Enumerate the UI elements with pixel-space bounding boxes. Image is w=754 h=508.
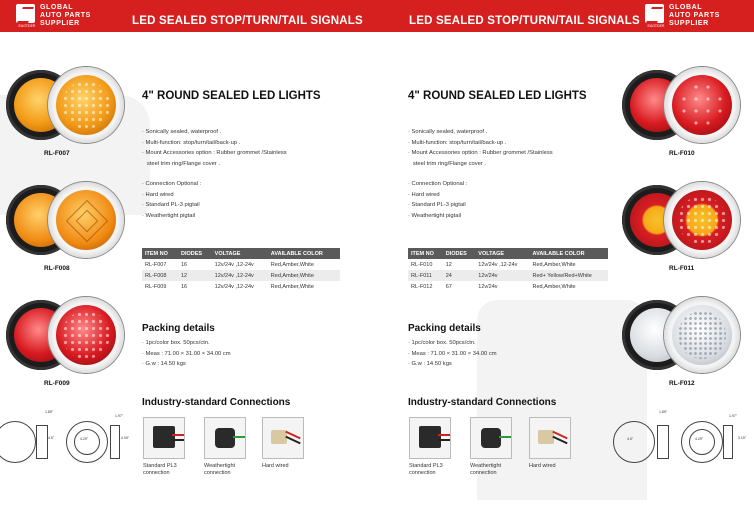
packing-item: · Meas : 71.00 × 31.00 × 34.00 cm (408, 350, 497, 357)
dim-label: 1.97" (729, 414, 738, 418)
brand-name: GLOBAL AUTO PARTS SUPPLIER (40, 4, 91, 27)
feature-list (408, 127, 553, 169)
feature-item: · Sonically sealed, waterproof . (142, 129, 222, 135)
packing-item: · Meas : 71.00 × 31.00 × 34.00 cm (142, 350, 231, 357)
dim-label: 1.89" (659, 410, 668, 414)
feature-item: · Mount Accessories option : Rubber grommet /Stainless (142, 150, 287, 156)
dim-label: 1.97" (115, 414, 124, 418)
brand-logo-icon (645, 4, 664, 23)
dim-label: 4.29" (695, 437, 704, 441)
lamp-rl-f007 (6, 67, 126, 147)
lamp-rl-f010 (622, 67, 747, 147)
conn-caption: Weathertight connection (204, 463, 236, 476)
lamp-rl-f011 (622, 182, 747, 262)
col-item-no: ITEM NO (408, 248, 443, 259)
brand-logo-icon (16, 4, 35, 23)
ring-inner-drawing (74, 429, 100, 455)
col-color: AVAILABLE COLOR (530, 248, 609, 259)
section-title: 4" ROUND SEALED LED LIGHTS (142, 90, 321, 102)
feature-item: · Multi-function: stop/turn/tail/back-up . (408, 139, 507, 146)
ring-side-drawing (723, 425, 733, 459)
packing-item: · 1pc/color box. 50pcs/ctn. (142, 340, 210, 346)
connection-option: · Standard PL-3 pigtail (408, 202, 466, 208)
feature-item: · Mount Accessories option : Rubber grommet /Stainless (408, 150, 553, 156)
table-row: RL-F012 67 12v/24v Red,Amber,White (411, 283, 576, 290)
model-label: RL-F009 (44, 380, 70, 387)
packing-item: · G.w : 14.50 kgs (408, 361, 452, 367)
feature-item: · Multi-function: stop/turn/tail/back-up . (142, 139, 241, 146)
table-row: RL-F010 12 12v/24v ,12-24v Red,Amber,White (411, 261, 576, 268)
col-item-no: ITEM NO (142, 248, 178, 259)
conn-caption: Standard PL3 connection (409, 463, 443, 476)
col-color: AVAILABLE COLOR (268, 248, 340, 259)
connection-options (142, 179, 201, 221)
brand-name: GLOBAL AUTO PARTS SUPPLIER (669, 4, 720, 27)
weathertight-connector-image (204, 417, 246, 459)
connection-option: · Hard wired (142, 191, 174, 198)
conn-caption: Weathertight connection (470, 463, 502, 476)
brand-logo (645, 4, 720, 28)
side-view-drawing (36, 425, 48, 459)
model-label: RL-F012 (669, 380, 695, 387)
front-view-drawing (0, 421, 36, 463)
conn-caption: Standard PL3 connection (143, 463, 177, 476)
weathertight-connector-image (470, 417, 512, 459)
lamp-rl-f008 (6, 182, 126, 262)
model-label: RL-F010 (669, 150, 695, 157)
packing-item: · 1pc/color box. 50pcs/ctn. (408, 340, 476, 346)
lamp-rl-f012 (622, 297, 747, 377)
dim-label: 4.29" (80, 437, 89, 441)
packing-title: Packing details (408, 323, 481, 334)
hard-wired-image (262, 417, 304, 459)
connection-option: · Weathertight pigtail (142, 212, 196, 219)
model-label: RL-F008 (44, 265, 70, 272)
packing-list (408, 338, 497, 370)
packing-title: Packing details (142, 323, 215, 334)
connection-option: · Standard PL-3 pigtail (142, 202, 200, 208)
col-voltage: VOLTAGE (212, 248, 268, 259)
conn-caption: Hard wired (262, 463, 289, 469)
connections-title: Industry-standard Connections (142, 397, 291, 408)
right-page (377, 0, 754, 508)
lamp-rl-f009 (6, 297, 126, 377)
feature-item: steel trim ring/Flange cover . (408, 160, 486, 167)
conn-caption: Hard wired (529, 463, 556, 469)
banner-title: LED SEALED STOP/TURN/TAIL SIGNALS (132, 15, 363, 27)
brand-logo (16, 4, 91, 28)
banner-title: LED SEALED STOP/TURN/TAIL SIGNALS (409, 15, 640, 27)
connections-title: Industry-standard Connections (408, 397, 557, 408)
table-header-row (142, 248, 340, 259)
connection-options (408, 179, 467, 221)
section-title: 4" ROUND SEALED LED LIGHTS (408, 90, 587, 102)
feature-list (142, 127, 287, 169)
dim-label: 3.15" (738, 436, 747, 440)
pl3-connector-image (143, 417, 185, 459)
table-row: RL-F009 16 12v/24v ,12-24v Red,Amber,White (145, 283, 314, 290)
dim-label: 4.5" (48, 436, 55, 440)
brand-logo-sub: EAGTDER (18, 24, 36, 28)
hard-wired-image (529, 417, 571, 459)
connection-option: · Hard wired (408, 191, 440, 198)
spec-table (408, 248, 608, 292)
feature-item: · Sonically sealed, waterproof . (408, 129, 488, 135)
connection-option: · Connection Optional : (408, 181, 468, 187)
table-row: RL-F008 12 12v/24v ,12-24v Red,Amber,White (142, 270, 340, 281)
table-header-row (408, 248, 608, 259)
col-diodes: DIODES (178, 248, 212, 259)
dim-label: 4.09" (121, 436, 130, 440)
pl3-connector-image (409, 417, 451, 459)
feature-item: steel trim ring/Flange cover . (142, 160, 220, 167)
col-voltage: VOLTAGE (475, 248, 529, 259)
model-label: RL-F011 (669, 265, 695, 272)
connection-option: · Weathertight pigtail (408, 212, 462, 219)
table-row: RL-F011 24 12v/24v Red+ Yellow/Red+White (408, 270, 608, 281)
col-diodes: DIODES (443, 248, 476, 259)
front-view-drawing (613, 421, 655, 463)
side-view-drawing (657, 425, 669, 459)
model-label: RL-F007 (44, 150, 70, 157)
packing-item: · G.w : 14.50 kgs (142, 361, 186, 367)
packing-list (142, 338, 231, 370)
ring-inner-drawing (689, 429, 715, 455)
connection-option: · Connection Optional : (142, 181, 202, 187)
table-row: RL-F007 16 12v/24v ,12-24v Red,Amber,White (145, 261, 314, 268)
spec-table (142, 248, 340, 292)
dim-label: 1.89" (45, 410, 54, 414)
brand-logo-sub: EAGTDER (647, 24, 665, 28)
dim-label: 4.5" (627, 437, 634, 441)
ring-side-drawing (110, 425, 120, 459)
